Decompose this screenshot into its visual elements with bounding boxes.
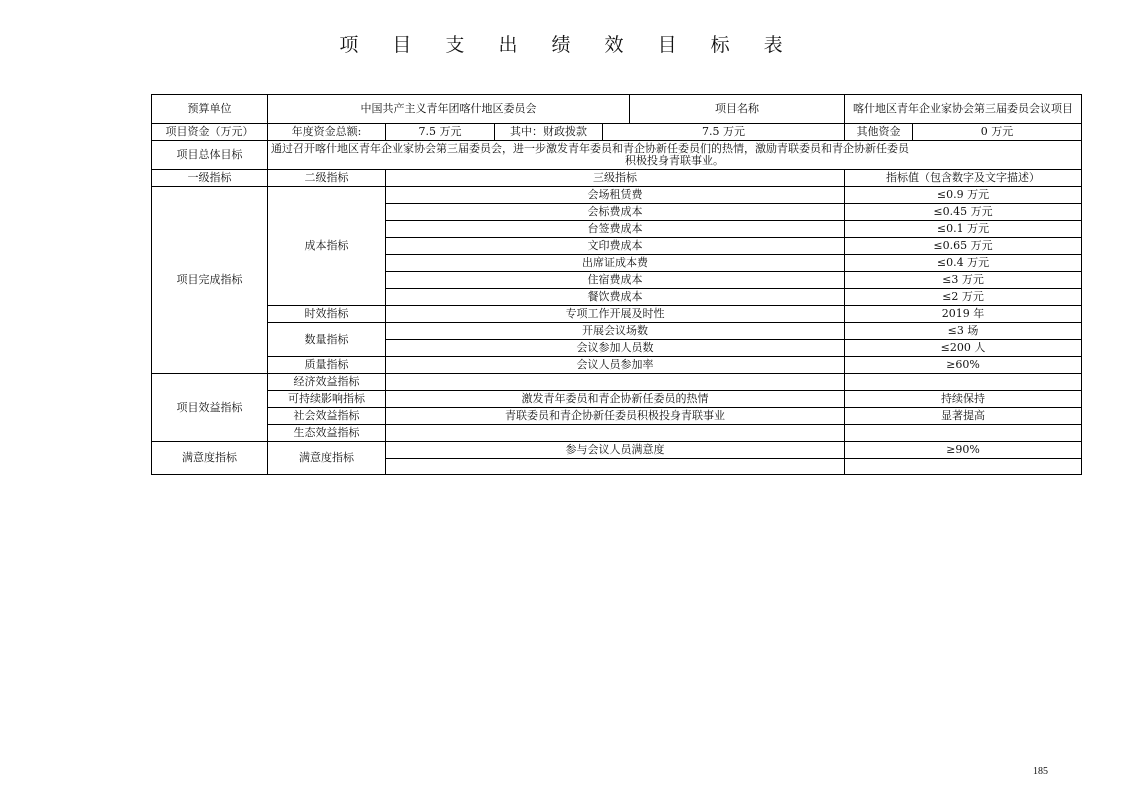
indicator-value: ≤3 万元	[845, 272, 1082, 289]
column-header-value: 指标值（包含数字及文字描述）	[845, 170, 1082, 187]
indicator-value: ≤0.9 万元	[845, 187, 1082, 204]
overall-goal-value	[268, 141, 1082, 170]
annual-total-value: 7.5 万元	[386, 124, 495, 141]
subgroup-quality: 质量指标	[268, 357, 386, 374]
subgroup-ecological: 生态效益指标	[268, 425, 386, 442]
overall-goal-label: 项目总体目标	[152, 141, 268, 170]
overall-goal-line2: 积极投身青联事业。	[625, 154, 724, 167]
table-row	[152, 95, 1082, 124]
table-row	[152, 357, 1082, 374]
budget-unit-value: 中国共产主义青年团喀什地区委员会	[268, 95, 630, 124]
annual-total-label: 年度资金总额:	[268, 124, 386, 141]
indicator-value	[845, 374, 1082, 391]
subgroup-social: 社会效益指标	[268, 408, 386, 425]
subgroup-sustainable: 可持续影响指标	[268, 391, 386, 408]
other-funds-value: 0 万元	[913, 124, 1082, 141]
indicator-value	[845, 425, 1082, 442]
indicator-value: ≤0.4 万元	[845, 255, 1082, 272]
column-header-level1: 一级指标	[152, 170, 268, 187]
indicator-name: 参与会议人员满意度	[386, 442, 845, 459]
indicator-value: 2019 年	[845, 306, 1082, 323]
overall-goal-line1: 通过召开喀什地区青年企业家协会第三届委员会，进一步激发青年委员和青企协新任委员们的热情，激励青联委员和青企协新任委员	[271, 142, 909, 155]
column-header-level3: 三级指标	[386, 170, 845, 187]
funds-label: 项目资金（万元）	[152, 124, 268, 141]
indicator-name: 台签费成本	[386, 221, 845, 238]
indicator-name: 会场租赁费	[386, 187, 845, 204]
indicator-name: 出席证成本费	[386, 255, 845, 272]
subgroup-economic: 经济效益指标	[268, 374, 386, 391]
table-row	[152, 124, 1082, 141]
indicator-value: ≤0.1 万元	[845, 221, 1082, 238]
table-row	[152, 408, 1082, 425]
table-row	[152, 323, 1082, 340]
indicator-value: ≤0.45 万元	[845, 204, 1082, 221]
indicator-name: 会议人员参加率	[386, 357, 845, 374]
indicator-name: 专项工作开展及时性	[386, 306, 845, 323]
budget-unit-label: 预算单位	[152, 95, 268, 124]
group-satisfaction: 满意度指标	[152, 442, 268, 475]
group-completion: 项目完成指标	[152, 187, 268, 374]
subgroup-timeliness: 时效指标	[268, 306, 386, 323]
table-row	[152, 374, 1082, 391]
indicator-value: 显著提高	[845, 408, 1082, 425]
group-benefit: 项目效益指标	[152, 374, 268, 442]
subgroup-satisfaction: 满意度指标	[268, 442, 386, 475]
indicator-value	[845, 459, 1082, 475]
fiscal-value: 7.5 万元	[603, 124, 845, 141]
indicator-name	[386, 459, 845, 475]
other-funds-label: 其他资金	[845, 124, 913, 141]
indicator-value: ≤200 人	[845, 340, 1082, 357]
project-name-value: 喀什地区青年企业家协会第三届委员会议项目	[845, 95, 1082, 124]
indicator-name: 餐饮费成本	[386, 289, 845, 306]
indicator-value: ≥60%	[845, 357, 1082, 374]
indicator-value: 持续保持	[845, 391, 1082, 408]
indicator-name: 文印费成本	[386, 238, 845, 255]
fiscal-label: 其中：财政拨款	[495, 124, 603, 141]
indicator-name: 青联委员和青企协新任委员积极投身青联事业	[386, 408, 845, 425]
subgroup-cost: 成本指标	[268, 187, 386, 306]
table-row	[152, 187, 1082, 204]
table-header-row	[152, 170, 1082, 187]
column-header-level2: 二级指标	[268, 170, 386, 187]
indicator-name: 会标费成本	[386, 204, 845, 221]
project-name-label: 项目名称	[630, 95, 845, 124]
table-row	[152, 306, 1082, 323]
page-number: 185	[1033, 766, 1048, 777]
page-title: 项 目 支 出 绩 效 目 标 表	[339, 34, 797, 56]
indicator-value: ≤0.65 万元	[845, 238, 1082, 255]
subgroup-quantity: 数量指标	[268, 323, 386, 357]
indicator-name	[386, 374, 845, 391]
indicator-value: ≥90%	[845, 442, 1082, 459]
indicator-name: 住宿费成本	[386, 272, 845, 289]
indicator-value: ≤2 万元	[845, 289, 1082, 306]
table-row	[152, 141, 1082, 170]
performance-target-table	[151, 94, 1082, 475]
table-row	[152, 425, 1082, 442]
table-row	[152, 391, 1082, 408]
table-row	[152, 442, 1082, 459]
indicator-name: 会议参加人员数	[386, 340, 845, 357]
indicator-name	[386, 425, 845, 442]
indicator-name: 开展会议场数	[386, 323, 845, 340]
indicator-name: 激发青年委员和青企协新任委员的热情	[386, 391, 845, 408]
indicator-value: ≤3 场	[845, 323, 1082, 340]
